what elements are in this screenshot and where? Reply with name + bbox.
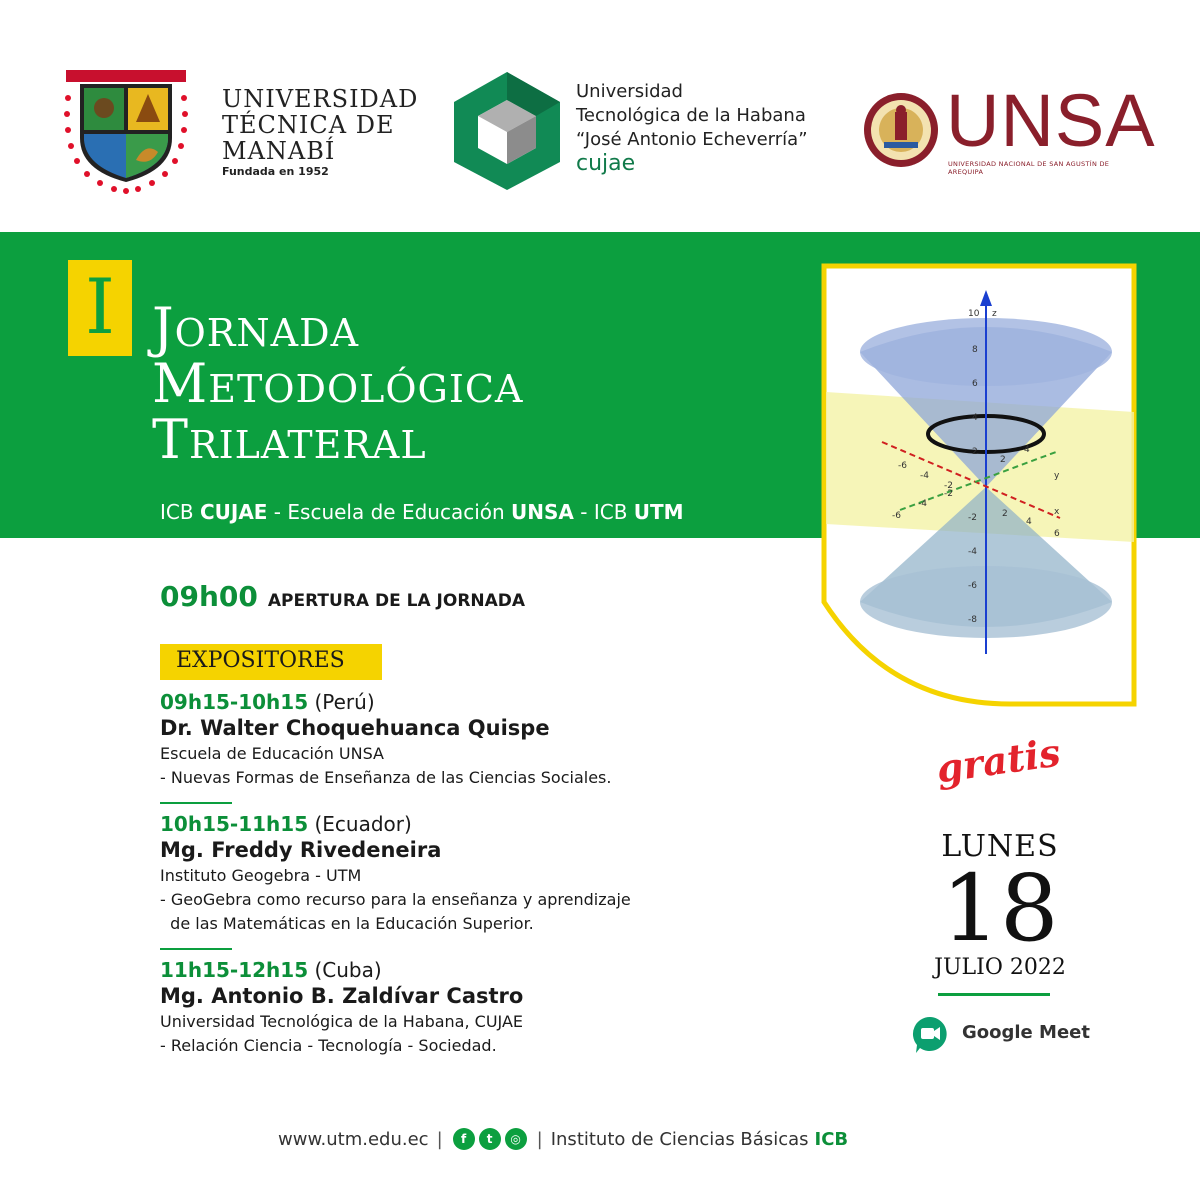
- utm-name: [222, 86, 418, 180]
- speaker-1-name: Dr. Walter Choquehuanca Quispe: [160, 716, 550, 740]
- z-axis-label: z: [992, 309, 997, 319]
- z-tick-m4: -4: [968, 547, 977, 557]
- misc-tick-3: -2: [944, 481, 953, 491]
- footer-url[interactable]: www.utm.edu.ec: [278, 1128, 429, 1150]
- cujae-logo: [452, 70, 832, 195]
- free-badge: gratis: [933, 729, 1064, 792]
- twitter-icon[interactable]: t: [479, 1128, 501, 1150]
- expositores-tag: [160, 644, 382, 680]
- video-camera-icon: [912, 1016, 948, 1054]
- cujae-cube-icon: [452, 70, 562, 192]
- z-tick-8: 8: [972, 345, 978, 355]
- organizers-cujae: CUJAE: [199, 500, 268, 524]
- cujae-line-1: Universidad: [576, 81, 683, 102]
- z-tick-m2: -2: [968, 513, 977, 523]
- speaker-3-name: Mg. Antonio B. Zaldívar Castro: [160, 984, 524, 1008]
- date-month-year: JULIO 2022: [934, 955, 1066, 980]
- speaker-1-topic: - Nuevas Formas de Enseñanza de las Ciencias Sociales.: [160, 768, 612, 787]
- date-weekday: LUNES: [941, 829, 1059, 864]
- z-tick-m8: -8: [968, 615, 977, 625]
- footer: [278, 1124, 848, 1154]
- event-date: [920, 830, 1080, 982]
- utm-line-2: TÉCNICA DE: [222, 111, 395, 139]
- platform-label: Google Meet: [962, 1022, 1090, 1043]
- speaker-2-institution: Instituto Geogebra - UTM: [160, 866, 362, 885]
- speaker-2-country: (Ecuador): [308, 812, 412, 836]
- speaker-3-institution: Universidad Tecnológica de la Habana, CUJAE: [160, 1012, 524, 1031]
- organizers-p1: ICB: [160, 500, 200, 524]
- speaker-3-country: (Cuba): [308, 958, 382, 982]
- footer-divider-2: |: [536, 1128, 543, 1150]
- speaker-2-name: Mg. Freddy Rivedeneira: [160, 838, 442, 862]
- opening-text: APERTURA DE LA JORNADA: [267, 591, 526, 611]
- speaker-3: [160, 958, 780, 1058]
- z-tick-6: 6: [972, 379, 978, 389]
- organizers-line: [160, 500, 684, 524]
- speaker-2-topic-cont: de las Matemáticas en la Educación Superior.: [160, 914, 534, 933]
- facebook-icon[interactable]: f: [453, 1128, 475, 1150]
- unsa-subtitle: UNIVERSIDAD NACIONAL DE SAN AGUSTÍN DE AREQUIPA: [948, 160, 1110, 176]
- instagram-icon[interactable]: ◎: [505, 1128, 527, 1150]
- footer-institute-abbr: ICB: [814, 1128, 849, 1150]
- misc-tick-6: 6: [1054, 529, 1060, 539]
- misc-tick-2: -4: [920, 471, 929, 481]
- utm-shield-icon: [62, 68, 190, 196]
- separator-2: [160, 948, 232, 950]
- double-cone-figure: [820, 262, 1138, 708]
- unsa-logo: [862, 79, 1156, 182]
- expositores-label: EXPOSITORES: [176, 648, 345, 673]
- organizers-unsa: UNSA: [511, 500, 574, 524]
- footer-institute: Instituto de Ciencias Básicas: [550, 1128, 809, 1150]
- misc-tick-5: 4: [1024, 445, 1030, 455]
- misc-tick-1: -6: [898, 461, 907, 471]
- organizers-p2: - Escuela de Educación: [267, 500, 512, 524]
- misc-tick-11: -6: [892, 511, 901, 521]
- speaker-1-country: (Perú): [308, 690, 375, 714]
- speaker-1: [160, 690, 780, 790]
- cujae-line-3: “José Antonio Echeverría”: [576, 129, 808, 150]
- misc-tick-4: 2: [1000, 455, 1006, 465]
- utm-line-3: MANABÍ: [222, 137, 336, 165]
- misc-tick-8: -2: [944, 489, 953, 499]
- z-tick-4: 4: [972, 413, 978, 423]
- speaker-3-topic: - Relación Ciencia - Tecnología - Sociedad.: [160, 1036, 497, 1055]
- organizers-p3: - ICB: [573, 500, 634, 524]
- title-line-1: Jornada: [152, 296, 360, 359]
- misc-tick-10: 4: [1026, 517, 1032, 527]
- utm-founded: Fundada en 1952: [222, 165, 329, 178]
- date-underline: [938, 993, 1050, 996]
- title-line-2: Metodológica: [152, 352, 524, 415]
- unsa-wordmark: UNSA: [946, 79, 1156, 162]
- speaker-2: [160, 812, 780, 936]
- footer-divider: |: [436, 1128, 443, 1150]
- cujae-line-2: Tecnológica de la Habana: [576, 105, 806, 126]
- z-tick-10: 10: [968, 309, 980, 319]
- opening-line: [160, 580, 525, 613]
- utm-logo: [62, 68, 419, 198]
- speaker-2-time-row: [160, 812, 780, 836]
- x-axis-label: x: [1054, 507, 1060, 517]
- speaker-2-time: 10h15-11h15: [160, 812, 309, 836]
- opening-time: 09h00: [160, 580, 258, 613]
- cujae-name: [576, 80, 808, 176]
- unsa-seal-icon: [862, 82, 940, 178]
- speaker-1-time-row: [160, 690, 780, 714]
- speaker-2-topic: - GeoGebra como recurso para la enseñanza y aprendizaje: [160, 890, 631, 909]
- separator-1: [160, 802, 232, 804]
- speaker-1-time: 09h15-10h15: [160, 690, 309, 714]
- z-tick-2: 2: [972, 447, 978, 457]
- title-line-3: Trilateral: [152, 408, 427, 471]
- utm-line-1: UNIVERSIDAD: [222, 85, 419, 113]
- cujae-line-4: cujae: [576, 151, 636, 176]
- misc-tick-9: 2: [1002, 509, 1008, 519]
- speaker-3-time: 11h15-12h15: [160, 958, 309, 982]
- y-axis-label: y: [1054, 471, 1060, 481]
- speaker-1-institution: Escuela de Educación UNSA: [160, 744, 384, 763]
- organizers-utm: UTM: [633, 500, 684, 524]
- speaker-3-time-row: [160, 958, 780, 982]
- edition-numeral: I: [84, 262, 116, 351]
- edition-badge: [68, 260, 132, 356]
- date-day-number: 18: [941, 855, 1059, 962]
- z-tick-m6: -6: [968, 581, 977, 591]
- misc-tick-7: -4: [918, 499, 927, 509]
- event-title: [152, 296, 524, 471]
